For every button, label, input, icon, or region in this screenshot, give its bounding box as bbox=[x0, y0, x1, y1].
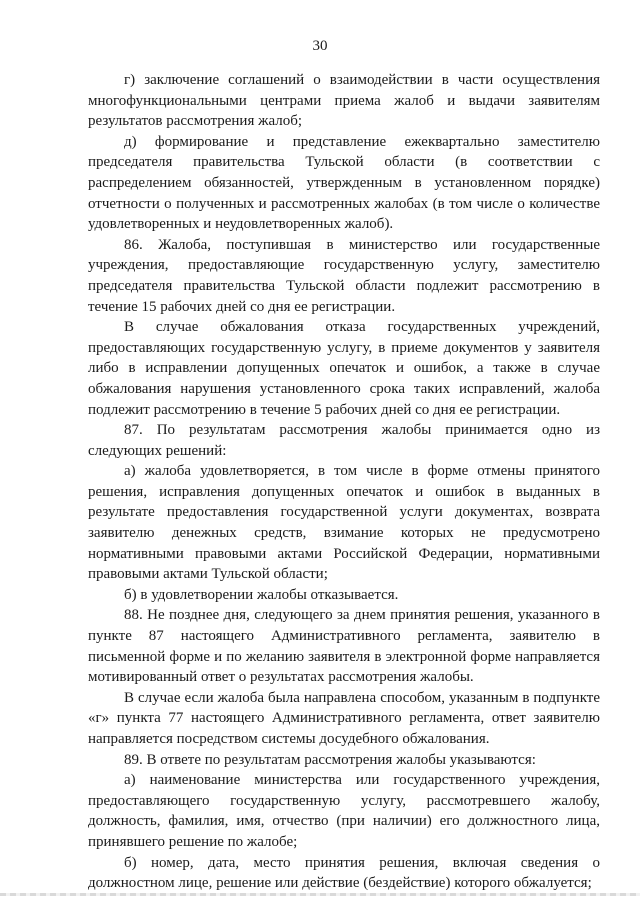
paragraph-89-subitem-b: б) номер, дата, место принятия решения, включая сведения о должностном лице, решение или действие (бездействие) которого обжалуется; bbox=[88, 854, 600, 892]
document-body bbox=[88, 70, 600, 894]
paragraph-subitem-g: г) заключение соглашений о взаимодействии в части осуществления многофункциональными центрами приема жалоб и выдачи заявителям результатов рассмотрения жалоб; bbox=[88, 72, 600, 130]
paragraph-89-subitem-a: а) наименование министерства или государственного учреждения, предоставляющего государственную услугу, рассмотревшего жалобу, должность, фамилия, имя, отчество (при наличии) его должностного лица, принявшего решение по жалобе; bbox=[88, 772, 600, 850]
paragraph-87-subitem-b: б) в удовлетворении жалобы отказывается. bbox=[124, 586, 399, 603]
paragraph-88: 88. Не позднее дня, следующего за днем принятия решения, указанного в пункте 87 настоящего Административного регламента, заявителю в письменной форме и по желанию заявителя в электронной форме направляется мотивированный ответ о результатах рассмотрения жалобы. bbox=[88, 607, 600, 686]
paragraph-87-subitem-a: а) жалоба удовлетворяется, в том числе в форме отмены принятого решения, исправления допущенных опечаток и ошибок в выданных в результате предоставления государственной услуги документах, возврата заявителю денежных средств, взимание которых не предусмотрено нормативными правовыми актами Российской Федерации, нормативными правовыми актами Тульской области; bbox=[88, 463, 600, 583]
paragraph-87: 87. По результатам рассмотрения жалобы принимается одно из следующих решений: bbox=[88, 422, 600, 459]
paragraph-86: 86. Жалоба, поступившая в министерство или государственные учреждения, предоставляющие государственную услугу, заместителю председателя правительства Тульской области подлежит рассмотрению в течение 15 рабочих дней со дня ее регистрации. bbox=[88, 236, 600, 315]
paragraph-subitem-d: д) формирование и представление ежеквартально заместителю председателя правительства Тульской области (в соответствии с распределением обязанностей, утвержденным в установленном порядке) отчетности о полученных и рассмотренных жалобах (в том числе о количестве удовлетворенных и неудовлетворенных жалоб). bbox=[88, 133, 600, 233]
paragraph-89: 89. В ответе по результатам рассмотрения жалобы указываются: bbox=[124, 751, 536, 768]
scan-bottom-edge bbox=[0, 893, 640, 896]
paragraph-86-appeal-refusal: В случае обжалования отказа государственных учреждений, предоставляющих государственную услугу, в приеме документов у заявителя либо в исправлении допущенных опечаток и ошибок, а также в случае обжалования нарушения установленного срока таких исправлений, жалоба подлежит рассмотрению в течение 5 рабочих дней со дня ее регистрации. bbox=[88, 319, 600, 418]
paragraph-88-electronic-response: В случае если жалоба была направлена способом, указанным в подпункте «г» пункта 77 настоящего Административного регламента, ответ заявителю направляется посредством системы досудебного обжалования. bbox=[88, 689, 600, 747]
page-number: 30 bbox=[312, 38, 328, 54]
